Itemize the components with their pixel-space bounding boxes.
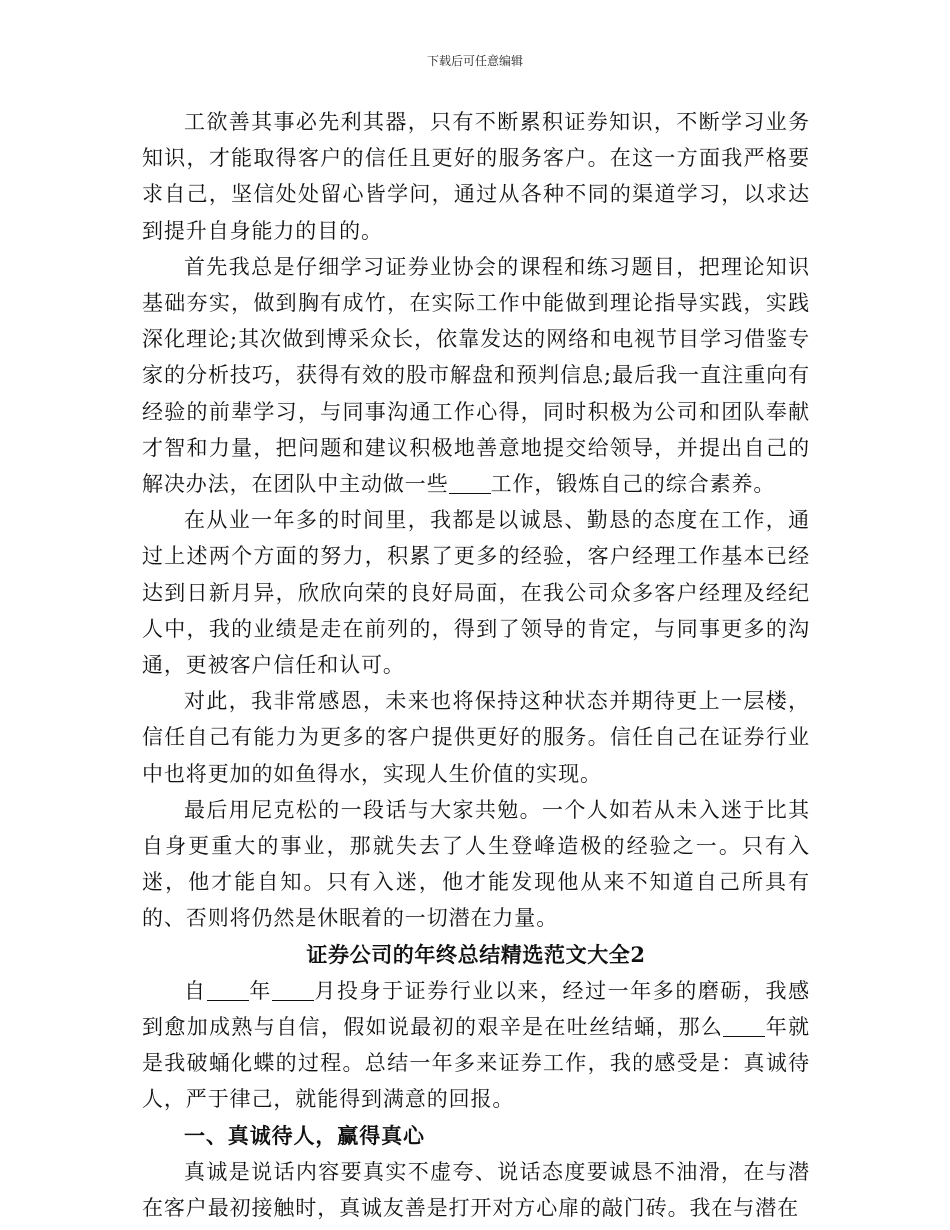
paragraph-nixon-quote: 最后用尼克松的一段话与大家共勉。一个人如若从未入迷于比其自身更重大的事业，那就失去了人生登峰造极的经验之一。只有入迷，他才能自知。只有入迷，他才能发现他从来不知道自己所具有的、否则将仍然是休眠着的一切潜在力量。 (142, 797, 810, 931)
paragraph-intro (142, 973, 810, 1118)
intro-text-d: 年就是我破蛹化蝶的过程。总结一年多来证券工作，我的感受是：真诚待人，严于律己，就能得到满意的回报。 (142, 1015, 810, 1112)
paragraph-sincerity: 真诚是说话内容要真实不虚夸、说话态度要诚恳不油滑，在与潜在客户最初接触时，真诚友善是打开对方心扉的敲门砖。我在与潜在 (142, 1159, 810, 1221)
fill-blank-year-2 (723, 1015, 765, 1037)
intro-text-c: 月投身于证券行业以来，经过一年多的磨砺，我感到愈加成熟与自信，假如说最初的艰辛是在吐丝结蛹，那么 (142, 978, 810, 1040)
page-header: 下载后可任意编辑 (426, 54, 523, 68)
fill-blank-year (207, 979, 249, 1001)
sub-heading-sincerity: 一、真诚待人，赢得真心 (184, 1122, 425, 1148)
intro-text-a: 自 (184, 978, 207, 1003)
paragraph-gratitude: 对此，我非常感恩，未来也将保持这种状态并期待更上一层楼，信任自己有能力为更多的客户提供更好的服务。信任自己在证券行业中也将更加的如鱼得水，实现人生价值的实现。 (142, 689, 810, 786)
fill-blank-month (272, 979, 314, 1001)
document-body (142, 104, 810, 1226)
intro-text-b: 年 (248, 978, 272, 1003)
paragraph-study: 工欲善其事必先利其器，只有不断累积证券知识，不断学习业务知识，才能取得客户的信任且更好的服务客户。在这一方面我严格要求自己，坚信处处留心皆学问，通过从各种不同的渠道学习，以求达到提升自身能力的目的。 (142, 110, 810, 243)
paragraph-methods-text: 首先我总是仔细学习证券业协会的课程和练习题目，把理论知识基础夯实，做到胸有成竹，在实际工作中能做到理论指导实践，实践深化理论;其次做到博采众长，依靠发达的网络和电视节目学习借鉴专家的分析技巧，获得有效的股市解盘和预判信息;最后我一直注重向有经验的前辈学习，与同事沟通工作心得，同时积极为公司和团队奉献才智和力量，把问题和建议积极地善意地提交给领导，并提出自己的解决办法，在团队中主动做一些 (142, 254, 810, 497)
paragraph-attitude: 在从业一年多的时间里，我都是以诚恳、勤恳的态度在工作，通过上述两个方面的努力，积累了更多的经验，客户经理工作基本已经达到日新月异，欣欣向荣的良好局面，在我公司众多客户经理及经纪人中，我的业绩是走在前列的，得到了领导的肯定，与同事更多的沟通，更被客户信任和认可。 (142, 508, 810, 678)
section-title: 证券公司的年终总结精选范文大全2 (306, 941, 646, 967)
fill-blank (449, 472, 491, 494)
paragraph-methods (142, 249, 810, 502)
paragraph-methods-tail: 工作，锻炼自己的综合素养。 (490, 472, 776, 497)
